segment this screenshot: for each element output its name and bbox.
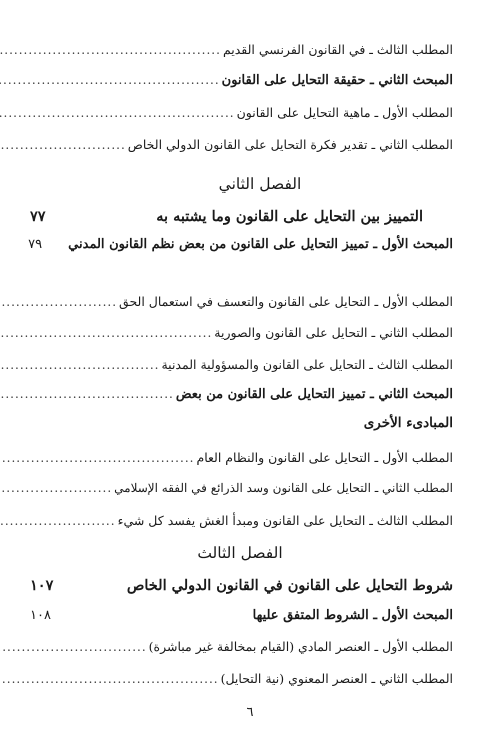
toc-section bbox=[30, 73, 453, 95]
dot-leader bbox=[0, 514, 118, 528]
toc-entry bbox=[30, 105, 453, 127]
page-number: ٦ bbox=[246, 705, 254, 720]
toc-entry bbox=[30, 294, 453, 316]
toc-entry bbox=[30, 357, 453, 379]
toc-section bbox=[30, 237, 453, 259]
toc-entry-title: المطلب الأول ـ التحايل على القانون والتعسف في استعمال الحق bbox=[119, 294, 453, 309]
toc-entry-title: المطلب الثاني ـ التحايل على القانون والصورية bbox=[214, 325, 453, 340]
dot-leader bbox=[0, 73, 222, 87]
chapter-title: شروط التحايل على القانون في القانون الدولي الخاص bbox=[126, 577, 453, 594]
toc-section-continuation: المبادىء الأخرى bbox=[363, 415, 453, 431]
toc-entry bbox=[30, 481, 453, 503]
chapter-heading: الفصل الثاني bbox=[218, 175, 302, 193]
toc-section bbox=[30, 387, 453, 409]
toc-section-title: المبحث الأول ـ الشروط المتفق عليها bbox=[252, 608, 453, 623]
chapter-title-page: ١٠٧ bbox=[30, 577, 54, 594]
dot-leader bbox=[0, 295, 119, 309]
dot-leader bbox=[0, 326, 214, 340]
toc-section-title: المبحث الثاني ـ تمييز التحايل على القانون من بعض bbox=[175, 387, 453, 402]
toc-entry-title: المطلب الثاني ـ تقدير فكرة التحايل على القانون الدولي الخاص bbox=[127, 137, 453, 152]
dot-leader bbox=[0, 43, 223, 57]
toc-entry-title: المطلب الثاني ـ التحايل على القانون وسد الذرائع في الفقه الإسلامي bbox=[114, 481, 453, 495]
toc-entry bbox=[30, 137, 453, 159]
toc-entry-title: المطلب الأول ـ ماهية التحايل على القانون bbox=[236, 105, 453, 120]
toc-entry bbox=[30, 513, 453, 535]
dot-leader bbox=[0, 138, 128, 152]
toc-section bbox=[30, 608, 453, 630]
toc-section-title: المبحث الأول ـ تمييز التحايل على القانون من بعض نظم القانون المدني bbox=[68, 237, 453, 252]
toc-entry-title: المطلب الثالث ـ التحايل على القانون والمسؤولية المدنية bbox=[161, 357, 453, 372]
dot-leader bbox=[0, 672, 221, 686]
toc-entry bbox=[30, 325, 453, 347]
chapter-title-row bbox=[30, 208, 453, 230]
toc-entry bbox=[30, 42, 453, 64]
chapter-heading: الفصل الثالث bbox=[197, 544, 283, 562]
toc-entry bbox=[30, 671, 453, 693]
toc-entry bbox=[30, 450, 453, 472]
toc-entry-title: المطلب الثالث ـ في القانون الفرنسي القديم bbox=[222, 42, 453, 57]
dot-leader bbox=[0, 387, 176, 401]
dot-leader bbox=[0, 358, 161, 372]
dot-leader bbox=[0, 481, 114, 495]
chapter-title: التمييز بين التحايل على القانون وما يشتبه به bbox=[156, 208, 423, 225]
toc-entry-title: المطلب الثاني ـ العنصر المعنوي (نية التحايل) bbox=[220, 671, 453, 686]
toc-section-page: ٧٩ bbox=[28, 237, 43, 252]
dot-leader bbox=[0, 451, 196, 465]
toc-section-page: ١٠٨ bbox=[30, 608, 51, 623]
chapter-title-page: ٧٧ bbox=[30, 208, 46, 225]
toc-entry-title: المطلب الأول ـ التحايل على القانون والنظام العام bbox=[196, 450, 453, 465]
dot-leader bbox=[0, 106, 237, 120]
toc-entry bbox=[30, 639, 453, 661]
toc-entry-title: المطلب الثالث ـ التحايل على القانون ومبدأ الغش يفسد كل شيء bbox=[117, 513, 453, 528]
toc-section-title: المبحث الثاني ـ حقيقة التحايل على القانون bbox=[221, 73, 453, 88]
dot-leader bbox=[0, 640, 149, 654]
toc-entry-title: المطلب الأول ـ العنصر المادي (القيام بمخالفة غير مباشرة) bbox=[148, 639, 453, 654]
chapter-title-row bbox=[30, 577, 453, 599]
